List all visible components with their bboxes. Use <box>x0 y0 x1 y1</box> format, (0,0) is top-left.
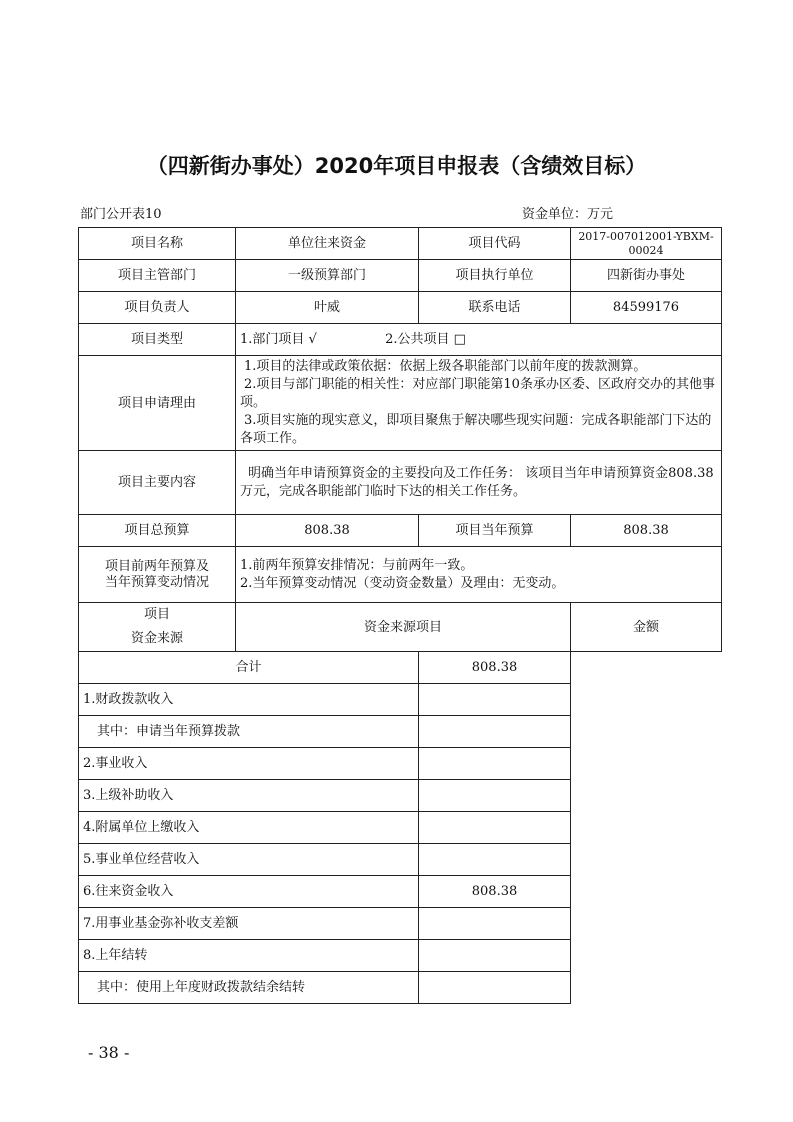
page-title: （四新街办事处）2020年项目申报表（含绩效目标） <box>146 154 647 178</box>
label: 项目代码 <box>419 228 571 260</box>
reason-text <box>236 356 722 451</box>
funding-amount <box>419 780 571 812</box>
funding-amount <box>419 940 571 972</box>
value: 808.38 <box>571 515 722 547</box>
funding-item: 4.附属单位上缴收入 <box>79 812 419 844</box>
value: 84599176 <box>571 292 722 324</box>
label: 项目负责人 <box>79 292 236 324</box>
value: 一级预算部门 <box>236 260 419 292</box>
reason-line: 3.项目实施的现实意义，即项目聚焦于解决哪些现实问题：完成各职能部门下达的各项工作。 <box>240 413 712 446</box>
funding-row <box>79 780 722 812</box>
funding-row <box>79 716 722 748</box>
funding-row <box>79 684 722 716</box>
reason-line: 2.项目与部门职能的相关性：对应部门职能第10条承办区委、区政府交办的其他事项。 <box>240 377 715 410</box>
label: 项目类型 <box>79 324 236 356</box>
label: 联系电话 <box>419 292 571 324</box>
table-row <box>79 292 722 324</box>
funding-item: 5.事业单位经营收入 <box>79 844 419 876</box>
funding-amount <box>419 684 571 716</box>
funding-row <box>79 972 722 1004</box>
funding-amount: 808.38 <box>419 876 571 908</box>
funding-row <box>79 844 722 876</box>
funding-item: 合计 <box>79 652 419 684</box>
funding-item: 其中：申请当年预算拨款 <box>79 716 419 748</box>
funding-item: 7.用事业基金弥补收支差额 <box>79 908 419 940</box>
label: 项目名称 <box>79 228 236 260</box>
table-row <box>79 260 722 292</box>
label: 项目执行单位 <box>419 260 571 292</box>
label: 项目主管部门 <box>79 260 236 292</box>
funding-amount <box>419 716 571 748</box>
table-number: 部门公开表10 <box>80 207 162 222</box>
funding-label <box>79 603 236 652</box>
change-line: 2.当年预算变动情况（变动资金数量）及理由：无变动。 <box>240 575 565 591</box>
type-option: 2.公共项目 □ <box>385 332 466 347</box>
table-row <box>79 547 722 603</box>
funding-item: 1.财政拨款收入 <box>79 684 419 716</box>
table-row <box>79 324 722 356</box>
funding-row <box>79 908 722 940</box>
label: 项目申请理由 <box>79 356 236 451</box>
funding-row <box>79 652 722 684</box>
value: 单位往来资金 <box>236 228 419 260</box>
value: 808.38 <box>236 515 419 547</box>
project-type <box>236 324 722 356</box>
funding-amount <box>419 844 571 876</box>
funding-row <box>79 940 722 972</box>
header: 资金来源项目 <box>236 603 571 652</box>
table-row <box>79 515 722 547</box>
change-text <box>236 547 722 603</box>
table-row <box>79 228 722 260</box>
funding-row <box>79 876 722 908</box>
reason-line: 1.项目的法律或政策依据：依据上级各职能部门以前年度的拨款测算。 <box>244 359 647 374</box>
table-row <box>79 451 722 515</box>
funding-item: 8.上年结转 <box>79 940 419 972</box>
header: 金额 <box>571 603 722 652</box>
value: 四新街办事处 <box>571 260 722 292</box>
funding-item: 3.上级补助收入 <box>79 780 419 812</box>
table-row <box>79 356 722 451</box>
funding-item: 其中：使用上年度财政拨款结余结转 <box>79 972 419 1004</box>
table-row <box>79 603 722 652</box>
project-table <box>78 227 722 1004</box>
funding-amount: 808.38 <box>419 652 571 684</box>
change-line: 1.前两年预算安排情况：与前两年一致。 <box>240 557 474 573</box>
page-number: - 38 - <box>88 1043 130 1062</box>
funding-row <box>79 812 722 844</box>
label: 项目主要内容 <box>79 451 236 515</box>
project-code: 2017-007012001-YBXM-00024 <box>571 228 722 260</box>
value: 叶威 <box>236 292 419 324</box>
fund-unit: 资金单位：万元 <box>522 207 614 222</box>
funding-amount <box>419 748 571 780</box>
funding-amount <box>419 908 571 940</box>
label: 项目前两年预算及当年预算变动情况 <box>79 547 236 603</box>
funding-item: 2.事业收入 <box>79 748 419 780</box>
funding-item: 6.往来资金收入 <box>79 876 419 908</box>
content-text: 明确当年申请预算资金的主要投向及工作任务： 该项目当年申请预算资金808.38万元，完成各职能部门临时下达的相关工作任务。 <box>236 451 722 515</box>
funding-row <box>79 748 722 780</box>
funding-amount <box>419 812 571 844</box>
label: 项目 <box>143 607 170 622</box>
funding-amount <box>419 972 571 1004</box>
label: 资金来源 <box>130 631 183 646</box>
label: 项目总预算 <box>79 515 236 547</box>
type-option: 1.部门项目 √ <box>240 332 317 347</box>
label: 项目当年预算 <box>419 515 571 547</box>
